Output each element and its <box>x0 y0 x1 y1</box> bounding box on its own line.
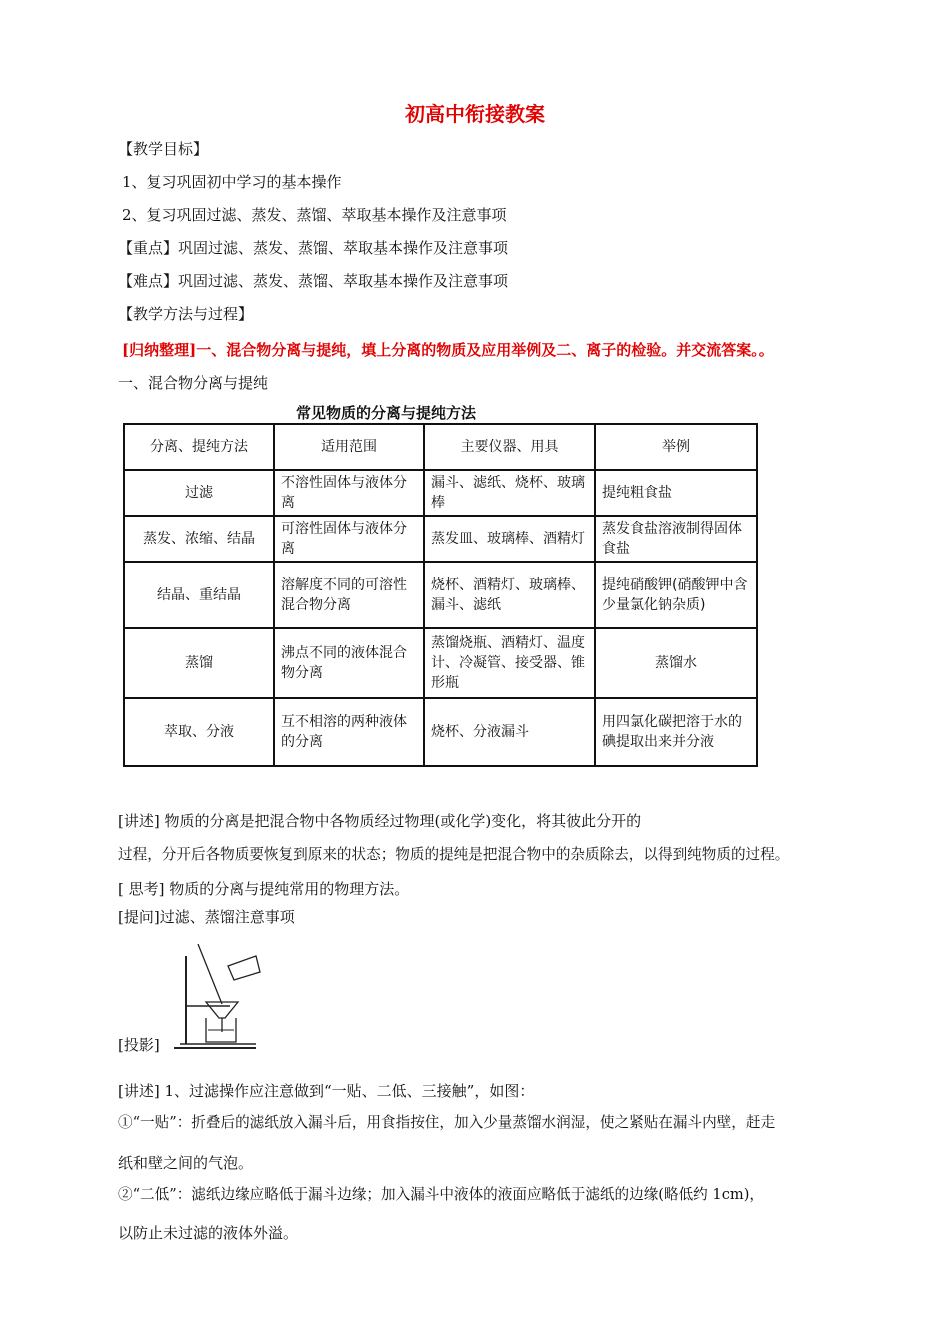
filtration-apparatus-illustration <box>172 944 264 1054</box>
table-header-cell: 分离、提纯方法 <box>124 424 274 470</box>
table-header-cell: 适用范围 <box>274 424 424 470</box>
table-cell: 蒸发、浓缩、结晶 <box>124 516 274 562</box>
table-row <box>124 698 757 766</box>
table-row <box>124 628 757 698</box>
key-point: 【重点】巩固过滤、蒸发、蒸馏、萃取基本操作及注意事项 <box>118 239 509 257</box>
table-cell: 漏斗、滤纸、烧杯、玻璃棒 <box>424 470 595 516</box>
table-cell: 蒸馏水 <box>595 628 757 698</box>
goal-item-2: 2、复习巩固过滤、蒸发、蒸馏、萃取基本操作及注意事项 <box>122 206 507 224</box>
document-title: 初高中衔接教案 <box>405 102 545 126</box>
lecture-paragraph-line-2: 过程，分开后各物质要恢复到原来的状态；物质的提纯是把混合物中的杂质除去，以得到纯物质的过程。 <box>118 846 790 863</box>
table-header-row <box>124 424 757 470</box>
table-cell: 烧杯、酒精灯、玻璃棒、漏斗、滤纸 <box>424 562 595 628</box>
table-cell: 结晶、重结晶 <box>124 562 274 628</box>
table-header-cell: 主要仪器、用具 <box>424 424 595 470</box>
table-cell: 溶解度不同的可溶性混合物分离 <box>274 562 424 628</box>
projection-label: [投影] <box>118 1036 160 1054</box>
rule-one-stick-line-1: ①“一贴”：折叠后的滤纸放入漏斗后，用食指按住，加入少量蒸馏水润湿，使之紧贴在漏斗内壁，赶走 <box>118 1114 776 1131</box>
think-prompt: [ 思考] 物质的分离与提纯常用的物理方法。 <box>118 880 410 898</box>
table-cell: 提纯粗食盐 <box>595 470 757 516</box>
table-row <box>124 562 757 628</box>
table-cell: 蒸发皿、玻璃棒、酒精灯 <box>424 516 595 562</box>
lecture-filtration-rules: [讲述] 1、过滤操作应注意做到“一贴、二低、三接触”，如图： <box>118 1082 535 1100</box>
table-header-cell: 举例 <box>595 424 757 470</box>
table-cell: 不溶性固体与液体分离 <box>274 470 424 516</box>
table-cell: 用四氯化碳把溶于水的碘提取出来并分液 <box>595 698 757 766</box>
table-cell: 烧杯、分液漏斗 <box>424 698 595 766</box>
table-row <box>124 516 757 562</box>
table-cell: 可溶性固体与液体分离 <box>274 516 424 562</box>
table-row <box>124 470 757 516</box>
question-prompt: [提问]过滤、蒸馏注意事项 <box>118 908 295 926</box>
table-cell: 提纯硝酸钾(硝酸钾中含少量氯化钠杂质) <box>595 562 757 628</box>
section-teaching-goals: 【教学目标】 <box>118 140 209 158</box>
table-cell: 过滤 <box>124 470 274 516</box>
section-teaching-method: 【教学方法与过程】 <box>118 305 254 323</box>
rule-two-low-line-2: 以防止未过滤的液体外溢。 <box>118 1224 299 1242</box>
rule-two-low-line-1: ②“二低”：滤纸边缘应略低于漏斗边缘；加入漏斗中液体的液面应略低于滤纸的边缘(略低约 1cm)， <box>118 1186 764 1203</box>
goal-item-1: 1、复习巩固初中学习的基本操作 <box>122 173 342 191</box>
table-cell: 蒸馏烧瓶、酒精灯、温度计、冷凝管、接受器、锥形瓶 <box>424 628 595 698</box>
table-cell: 蒸馏 <box>124 628 274 698</box>
table-cell: 蒸发食盐溶液制得固体食盐 <box>595 516 757 562</box>
table-cell: 沸点不同的液体混合物分离 <box>274 628 424 698</box>
lecture-paragraph-line-1: [讲述] 物质的分离是把混合物中各物质经过物理(或化学)变化，将其彼此分开的 <box>118 812 642 830</box>
rule-one-stick-line-2: 纸和壁之间的气泡。 <box>118 1154 254 1172</box>
heading-mixture-separation: 一、混合物分离与提纯 <box>118 374 269 392</box>
separation-methods-table <box>123 423 758 767</box>
summary-note: [归纳整理]一、混合物分离与提纯，填上分离的物质及应用举例及二、离子的检验。并交流答案。。 <box>122 341 774 359</box>
table-caption: 常见物质的分离与提纯方法 <box>296 404 477 422</box>
difficult-point: 【难点】巩固过滤、蒸发、蒸馏、萃取基本操作及注意事项 <box>118 272 509 290</box>
table-cell: 互不相溶的两种液体的分离 <box>274 698 424 766</box>
table-cell: 萃取、分液 <box>124 698 274 766</box>
